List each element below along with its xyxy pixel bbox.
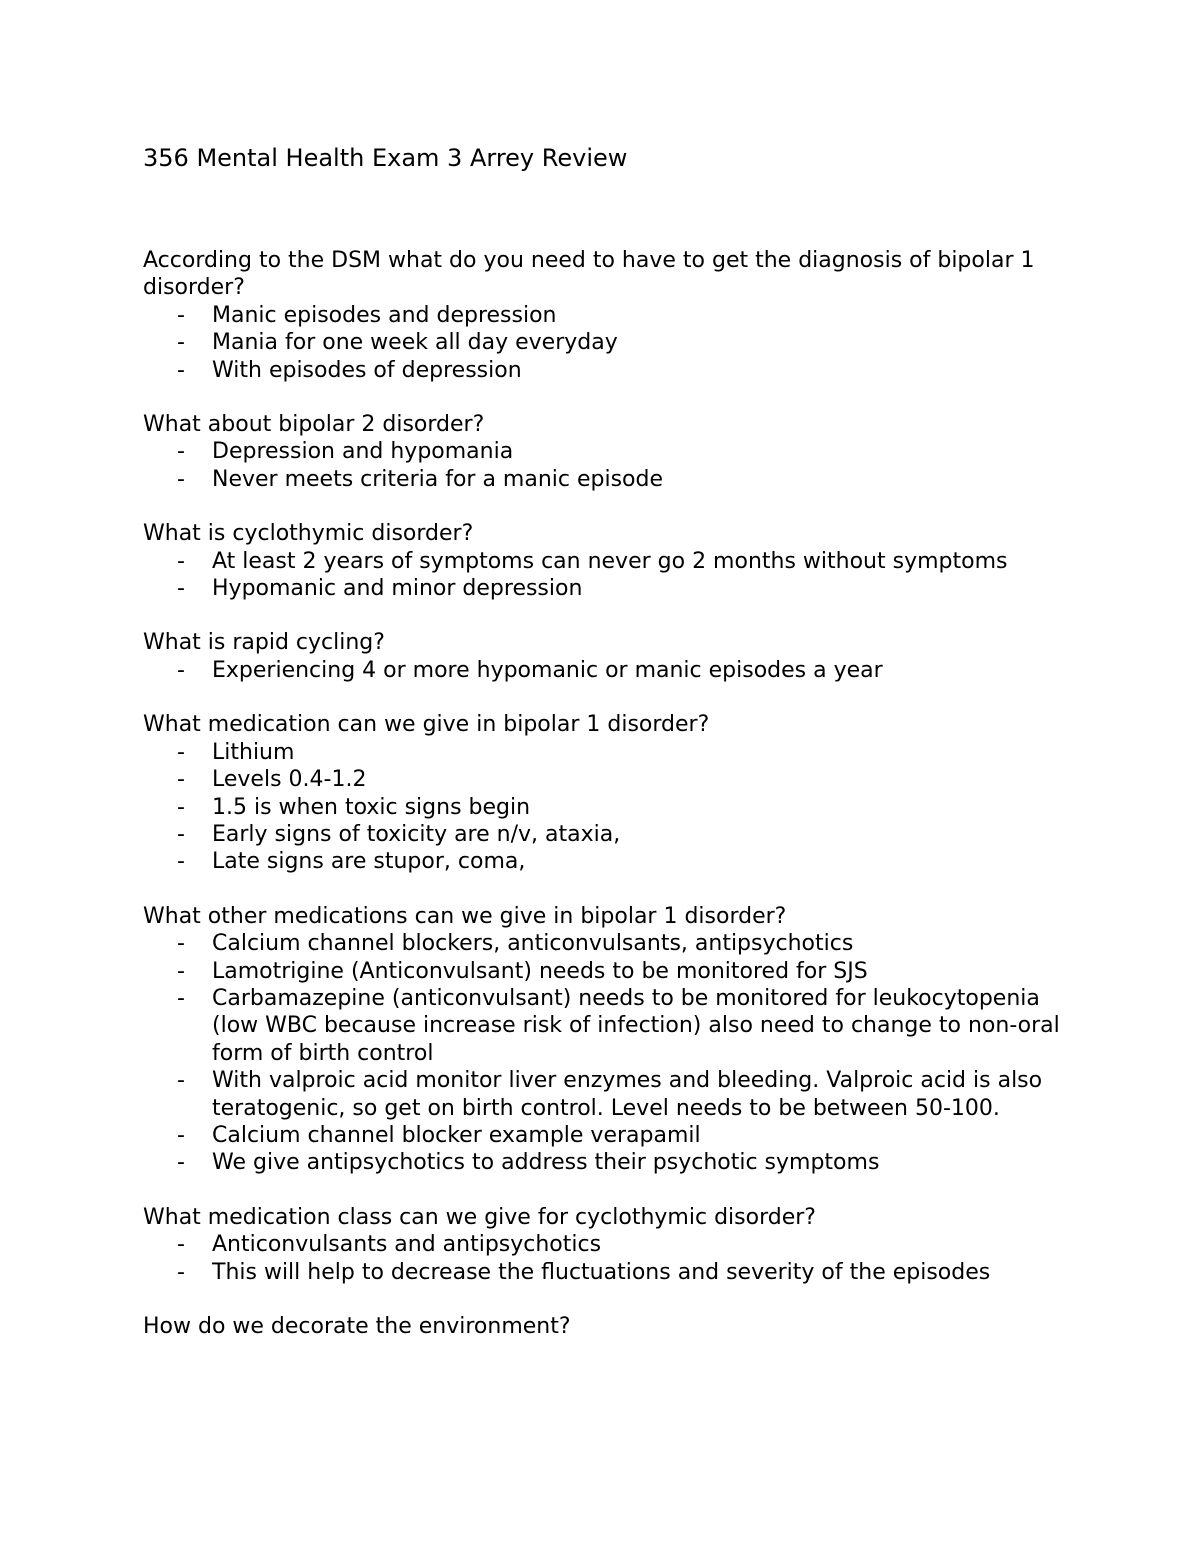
answer-text: This will help to decrease the fluctuations and severity of the episodes (212, 1259, 991, 1285)
dash-bullet-icon: - (177, 1232, 185, 1258)
qa-section (143, 247, 1083, 384)
qa-section (143, 903, 1083, 1177)
answer-text: Anticonvulsants and antipsychotics (212, 1232, 602, 1258)
answer-list (143, 438, 1083, 493)
answer-item (143, 438, 1083, 465)
answer-item (143, 329, 1083, 356)
answer-list (143, 302, 1083, 384)
answer-text: Late signs are stupor, coma, (212, 849, 526, 875)
answer-text: At least 2 years of symptoms can never go 2 months without symptoms (212, 548, 1008, 574)
answer-item (143, 657, 1083, 684)
qa-section (143, 711, 1083, 875)
answer-text: 1.5 is when toxic signs begin (212, 794, 531, 820)
answer-list (143, 548, 1083, 603)
question-text: What is rapid cycling? (143, 630, 385, 656)
answer-item (143, 1122, 1083, 1149)
dash-bullet-icon: - (177, 1259, 185, 1285)
qa-sections (143, 247, 1083, 1340)
dash-bullet-icon: - (177, 576, 185, 602)
qa-section (143, 520, 1083, 602)
answer-text: We give antipsychotics to address their psychotic symptoms (212, 1150, 880, 1176)
answer-item (143, 821, 1083, 848)
answer-item (143, 548, 1083, 575)
dash-bullet-icon: - (177, 1068, 185, 1094)
dash-bullet-icon: - (177, 657, 185, 683)
answer-item (143, 466, 1083, 493)
qa-section (143, 1204, 1083, 1286)
qa-section (143, 629, 1083, 684)
question-text: According to the DSM what do you need to have to get the diagnosis of bipolar 1 disorder? (143, 248, 1035, 301)
question-text: What about bipolar 2 disorder? (143, 412, 485, 438)
answer-item (143, 739, 1083, 766)
answer-text: Experiencing 4 or more hypomanic or manic episodes a year (212, 657, 883, 683)
question-text: What other medications can we give in bipolar 1 disorder? (143, 903, 787, 929)
answer-list (143, 657, 1083, 684)
qa-section (143, 1313, 1083, 1340)
dash-bullet-icon: - (177, 739, 185, 765)
answer-text: With valproic acid monitor liver enzymes and bleeding. Valproic acid is also teratogenic, so get on birth control. Level needs to be between 50-100. (212, 1068, 1043, 1121)
answer-text: Calcium channel blockers, anticonvulsants, antipsychotics (212, 931, 854, 957)
question-text: What is cyclothymic disorder? (143, 521, 474, 547)
question-text: What medication can we give in bipolar 1 disorder? (143, 712, 710, 738)
dash-bullet-icon: - (177, 849, 185, 875)
answer-text: With episodes of depression (212, 357, 522, 383)
dash-bullet-icon: - (177, 302, 185, 328)
answer-item (143, 1149, 1083, 1176)
answer-text: Mania for one week all day everyday (212, 330, 618, 356)
answer-text: Early signs of toxicity are n/v, ataxia, (212, 821, 621, 847)
dash-bullet-icon: - (177, 1150, 185, 1176)
answer-list (143, 930, 1083, 1177)
answer-text: Lithium (212, 739, 295, 765)
answer-item (143, 357, 1083, 384)
dash-bullet-icon: - (177, 1122, 185, 1148)
answer-text: Lamotrigine (Anticonvulsant) needs to be monitored for SJS (212, 958, 868, 984)
answer-text: Hypomanic and minor depression (212, 576, 583, 602)
answer-item (143, 848, 1083, 875)
answer-item (143, 958, 1083, 985)
dash-bullet-icon: - (177, 357, 185, 383)
answer-list (143, 739, 1083, 876)
answer-item (143, 1259, 1083, 1286)
answer-text: Depression and hypomania (212, 439, 514, 465)
answer-text: Never meets criteria for a manic episode (212, 466, 664, 492)
question-text: How do we decorate the environment? (143, 1314, 571, 1339)
dash-bullet-icon: - (177, 767, 185, 793)
dash-bullet-icon: - (177, 330, 185, 356)
qa-section (143, 411, 1083, 493)
dash-bullet-icon: - (177, 466, 185, 492)
answer-text: Calcium channel blocker example verapamil (212, 1122, 701, 1148)
dash-bullet-icon: - (177, 794, 185, 820)
question-text: What medication class can we give for cyclothymic disorder? (143, 1204, 816, 1230)
answer-text: Carbamazepine (anticonvulsant) needs to be monitored for leukocytopenia (low WBC because increase risk of infection) also need to change to non-oral form of birth control (212, 985, 1060, 1066)
dash-bullet-icon: - (177, 958, 185, 984)
answer-text: Levels 0.4-1.2 (212, 767, 367, 793)
answer-item (143, 302, 1083, 329)
answer-list (143, 1231, 1083, 1286)
dash-bullet-icon: - (177, 931, 185, 957)
answer-text: Manic episodes and depression (212, 302, 557, 328)
dash-bullet-icon: - (177, 548, 185, 574)
document-page (143, 142, 1083, 1367)
answer-item (143, 766, 1083, 793)
document-title: 356 Mental Health Exam 3 Arrey Review (143, 144, 628, 172)
dash-bullet-icon: - (177, 985, 185, 1011)
answer-item (143, 985, 1083, 1067)
answer-item (143, 575, 1083, 602)
answer-item (143, 1067, 1083, 1122)
answer-item (143, 1231, 1083, 1258)
dash-bullet-icon: - (177, 821, 185, 847)
answer-item (143, 930, 1083, 957)
answer-item (143, 794, 1083, 821)
dash-bullet-icon: - (177, 439, 185, 465)
